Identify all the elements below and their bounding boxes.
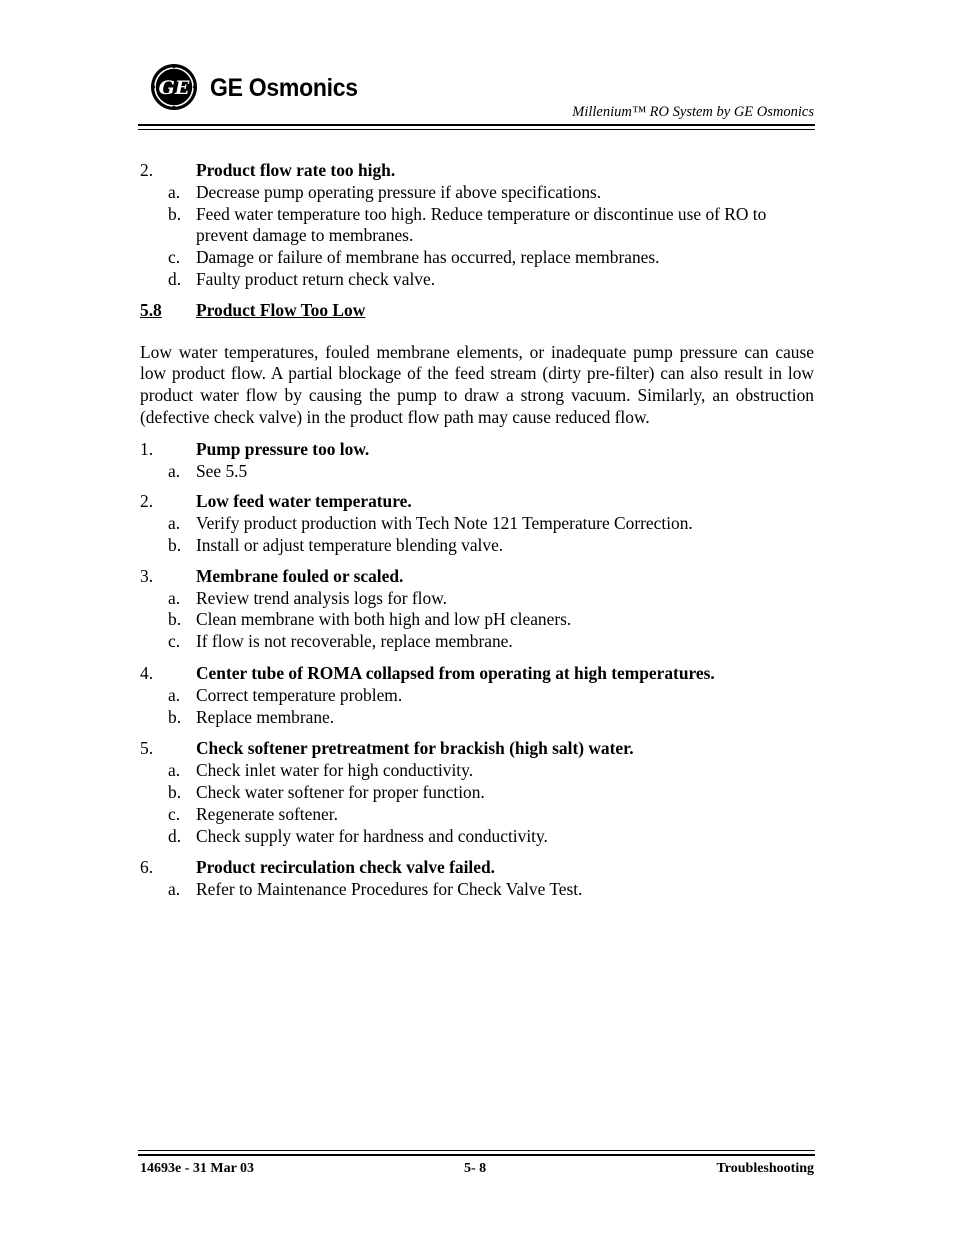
footer-rule-thick <box>138 1154 815 1156</box>
sub-item: c. Regenerate softener. <box>168 803 338 824</box>
footer-chapter: Troubleshooting <box>716 1161 814 1176</box>
page-content <box>140 160 814 901</box>
section-intro: Low water temperatures, fouled membrane elements, or inadequate pump pressure can cause low product flow. A partial blockage of the feed stream (dirty pre-filter) can also result in low product water flow by causing the pump to draw a strong vacuum. Similarly, an obstruction (defective check valve) in the product flow path may cause reduced flow. <box>140 341 814 427</box>
list-number: 2. <box>140 160 154 180</box>
sub-item: b. Replace membrane. <box>168 706 335 727</box>
sub-item: c. Damage or failure of membrane has occurred, replace membranes. <box>168 247 660 268</box>
header-rule-thin <box>138 129 815 130</box>
sub-item: a. Correct temperature problem. <box>168 684 403 705</box>
list-item-heading: 6. Product recirculation check valve failed. <box>140 857 495 878</box>
sub-item: a. Verify product production with Tech Note 121 Temperature Correction. <box>168 513 693 534</box>
sub-item: b. Feed water temperature too high. Reduce temperature or discontinue use of RO to prevent damage to membranes. <box>168 203 767 246</box>
logo-mark: GE <box>158 77 190 99</box>
sub-item: a. Decrease pump operating pressure if above specifications. <box>168 181 602 202</box>
footer-rule-thin <box>138 1150 815 1151</box>
sub-item: b. Check water softener for proper function. <box>168 781 485 802</box>
sub-item: a. Review trend analysis logs for flow. <box>168 587 447 608</box>
sub-item: d. Check supply water for hardness and conductivity. <box>168 825 548 846</box>
sub-item: a. Check inlet water for high conductivity. <box>168 760 474 781</box>
sub-item: a. See 5.5 <box>168 460 248 481</box>
list-item-heading: 2. Low feed water temperature. <box>140 491 412 512</box>
sub-item: b. Install or adjust temperature blending valve. <box>168 534 504 555</box>
list-item-heading: 3. Membrane fouled or scaled. <box>140 565 404 586</box>
list-title: Product flow rate too high. <box>196 160 396 180</box>
sub-item: c. If flow is not recoverable, replace membrane. <box>168 631 513 652</box>
section-heading: 5.8 Product Flow Too Low <box>140 299 366 320</box>
ge-logo-icon <box>150 63 198 111</box>
footer-page-number: 5- 8 <box>464 1161 487 1176</box>
brand-name: GE Osmonics <box>210 74 358 102</box>
footer-doc-id: 14693e - 31 Mar 03 <box>140 1161 255 1176</box>
sub-item: d. Faulty product return check valve. <box>168 268 436 289</box>
document-subtitle: Millenium™ RO System by GE Osmonics <box>572 104 814 120</box>
header-rule-thick <box>138 124 815 126</box>
sub-item: a. Refer to Maintenance Procedures for Check Valve Test. <box>168 879 583 900</box>
sub-item: b. Clean membrane with both high and low pH cleaners. <box>168 609 572 630</box>
list-item-heading: 4. Center tube of ROMA collapsed from operating at high temperatures. <box>140 662 715 683</box>
list-item-heading: 5. Check softener pretreatment for brackish (high salt) water. <box>140 738 634 759</box>
list-item-heading <box>140 160 814 182</box>
list-item-heading: 1. Pump pressure too low. <box>140 438 370 459</box>
